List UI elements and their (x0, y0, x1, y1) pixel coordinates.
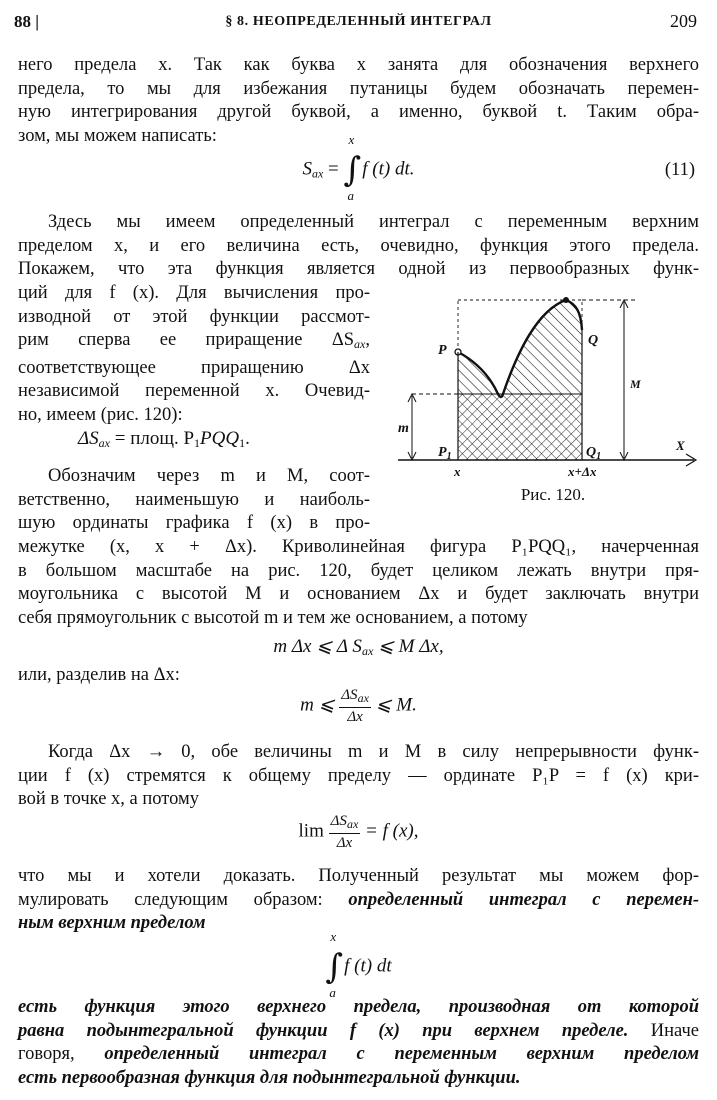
text-line: моугольника с высотой M и основанием Δx и будет заключать внутри (18, 584, 699, 605)
label-M: M (630, 377, 641, 391)
text-fragment: Иначе (628, 1020, 699, 1041)
text-fragment: , (365, 330, 370, 351)
integrand: f (t) dt. (362, 158, 415, 180)
text-line: ции f (x) стремятся к общему пределу — ординате P₁P = f (x) кри- (18, 765, 699, 786)
eq-lhs: S (302, 158, 312, 180)
text-line: шую ординаты графика f (x) в про- (18, 513, 370, 534)
ineq-right: ⩽ M Δx, (373, 636, 444, 657)
text-fragment: говоря, (18, 1044, 105, 1065)
text-line: ветственно, наименьшую и наиболь- (18, 489, 370, 510)
emphasis-text: определенный интеграл с перемен- (348, 889, 700, 910)
eq-rhs: PQQ (200, 428, 240, 449)
text-line: Покажем, что эта функция является одной из первообразных функ- (18, 259, 699, 280)
page-left-marker: 88 | (14, 12, 39, 31)
emphasis-text: равна подынтегральной функции f (x) при верхнем пределе. (18, 1020, 629, 1041)
text-line: соответствующее приращению Δx (18, 357, 370, 378)
integral-sign: ∫ x a (325, 929, 344, 1000)
paragraph-3 (18, 536, 699, 630)
emphasis-line: есть функция этого верхнего предела, производная от которой (18, 997, 699, 1017)
upper-hatched-region-right (503, 300, 582, 394)
text-fragment: рим сперва ее приращение ΔS (18, 330, 355, 351)
text-line: Когда Δx → 0, обе величины m и M в силу непрерывности функ- (48, 742, 699, 762)
label-Q: Q (588, 333, 599, 348)
integral-upper-limit: x (330, 929, 337, 944)
section-header: § 8. НЕОПРЕДЕЛЕННЫЙ ИНТЕГРАЛ (225, 14, 492, 29)
text-line (18, 1020, 699, 1044)
figure-120 (398, 290, 708, 476)
subscript: 1 (239, 436, 246, 450)
emphasis-text: определенный интеграл с переменным верхним пределом (104, 1044, 699, 1065)
subscript: ax (357, 691, 369, 705)
text-line: вой в точке x, а потому (18, 789, 199, 810)
paragraph-2-narrow (18, 282, 370, 428)
eq-lhs: ΔS (78, 428, 99, 449)
text-line: ную интегрирования другой буквой, а именно, буквой t. Таким обра- (18, 102, 699, 123)
text-line: зом, мы можем написать: (18, 125, 217, 146)
label-m: m (398, 421, 409, 436)
eq-end: . (245, 428, 250, 449)
fraction (339, 686, 371, 726)
emphasis-line: ным верхним пределом (18, 913, 206, 934)
label-P: P (438, 343, 447, 358)
point-top (563, 297, 569, 303)
label-Q1: $Q_1$ (586, 445, 602, 462)
area-equation (78, 428, 250, 451)
text-line: себя прямоугольник с высотой m и тем же основанием, а потому (18, 607, 528, 628)
eq-rhs: = площ. P (109, 428, 195, 449)
upper-hatched-region (458, 352, 498, 394)
text-line: независимой переменной x. Очевид- (18, 381, 370, 402)
integral-sign: ∫ x a (343, 132, 362, 203)
ineq-right: ⩽ M. (375, 694, 417, 716)
integral-upper-limit: x (348, 132, 355, 147)
text-line (18, 1043, 699, 1067)
text-line: него предела x. Так как буква x занята для обозначения верхнего (18, 55, 699, 75)
subscript: ax (354, 337, 366, 352)
paragraph-1 (18, 54, 699, 148)
integrand: f (t) dt (344, 955, 392, 977)
text-fragment: мулировать следующим образом: (18, 889, 349, 910)
paragraph-6 (18, 996, 699, 1090)
integral-lower-limit: a (347, 188, 355, 203)
limit-equation (0, 812, 717, 852)
text-line: Здесь мы имеем определенный интеграл с переменным верхним (48, 212, 699, 232)
lim-operator: lim (298, 820, 324, 842)
integral-lower-limit: a (329, 985, 336, 1000)
text-line: предела, то мы для избежания путаницы будем обозначать перемен- (18, 78, 699, 99)
fraction (329, 812, 361, 852)
fraction-denominator: Δx (336, 835, 353, 851)
lim-right: = f (x), (365, 820, 419, 842)
fraction-numerator: ΔS (341, 687, 358, 703)
subscript: ax (346, 817, 359, 831)
text-line: в большом масштабе на рис. 120, будет целиком лежать внутри пря- (18, 560, 699, 581)
label-P1: $P_1$ (438, 445, 452, 462)
fraction-denominator: Δx (347, 709, 363, 725)
fraction-numerator: ΔS (330, 813, 347, 829)
text-line: Обозначим через m и M, соот- (48, 466, 370, 486)
text-line: что мы и хотели доказать. Полученный результат мы можем фор- (18, 866, 699, 886)
integral-display (0, 929, 717, 1000)
text-line: пределом x, и его величина есть, очевидно, функция этого предела. (18, 235, 699, 256)
text-line: но, имеем (рис. 120): (18, 404, 183, 425)
paragraph-5 (18, 865, 699, 936)
label-x-plus-dx: x+Δx (568, 464, 597, 476)
text-line: ций для f (x). Для вычисления про- (18, 283, 370, 303)
inner-rectangle (458, 394, 582, 460)
eq-lhs-sub: ax (311, 166, 324, 181)
subscript: ax (361, 644, 374, 658)
paragraph-3-narrow (18, 465, 370, 536)
page-number: 209 (670, 11, 697, 31)
ineq-left: m ⩽ (300, 694, 335, 716)
equation-number: (11) (664, 160, 695, 180)
paragraph-2 (18, 211, 699, 282)
text-line: или, разделив на Δx: (18, 665, 180, 685)
figure-caption: Рис. 120. (520, 485, 586, 504)
ineq-left: m Δx ⩽ Δ S (273, 636, 362, 657)
label-X: X (676, 438, 685, 453)
divide-text (18, 664, 699, 688)
eq-equals: = (328, 158, 339, 180)
paragraph-4 (18, 741, 699, 812)
subscript: ax (98, 436, 110, 450)
text-line (18, 329, 370, 357)
text-line: межутке (x, x + Δx). Криволинейная фигура P₁PQQ₁, начерченная (18, 537, 699, 557)
label-x: x (454, 464, 461, 476)
subscript: 1 (194, 436, 201, 450)
inequality-2 (0, 686, 717, 726)
inequality-1 (0, 635, 717, 659)
text-line (18, 889, 699, 913)
text-line: изводной от этой функции рассмот- (18, 306, 370, 327)
emphasis-line: есть первообразная функция для подынтегральной функции. (18, 1067, 521, 1088)
